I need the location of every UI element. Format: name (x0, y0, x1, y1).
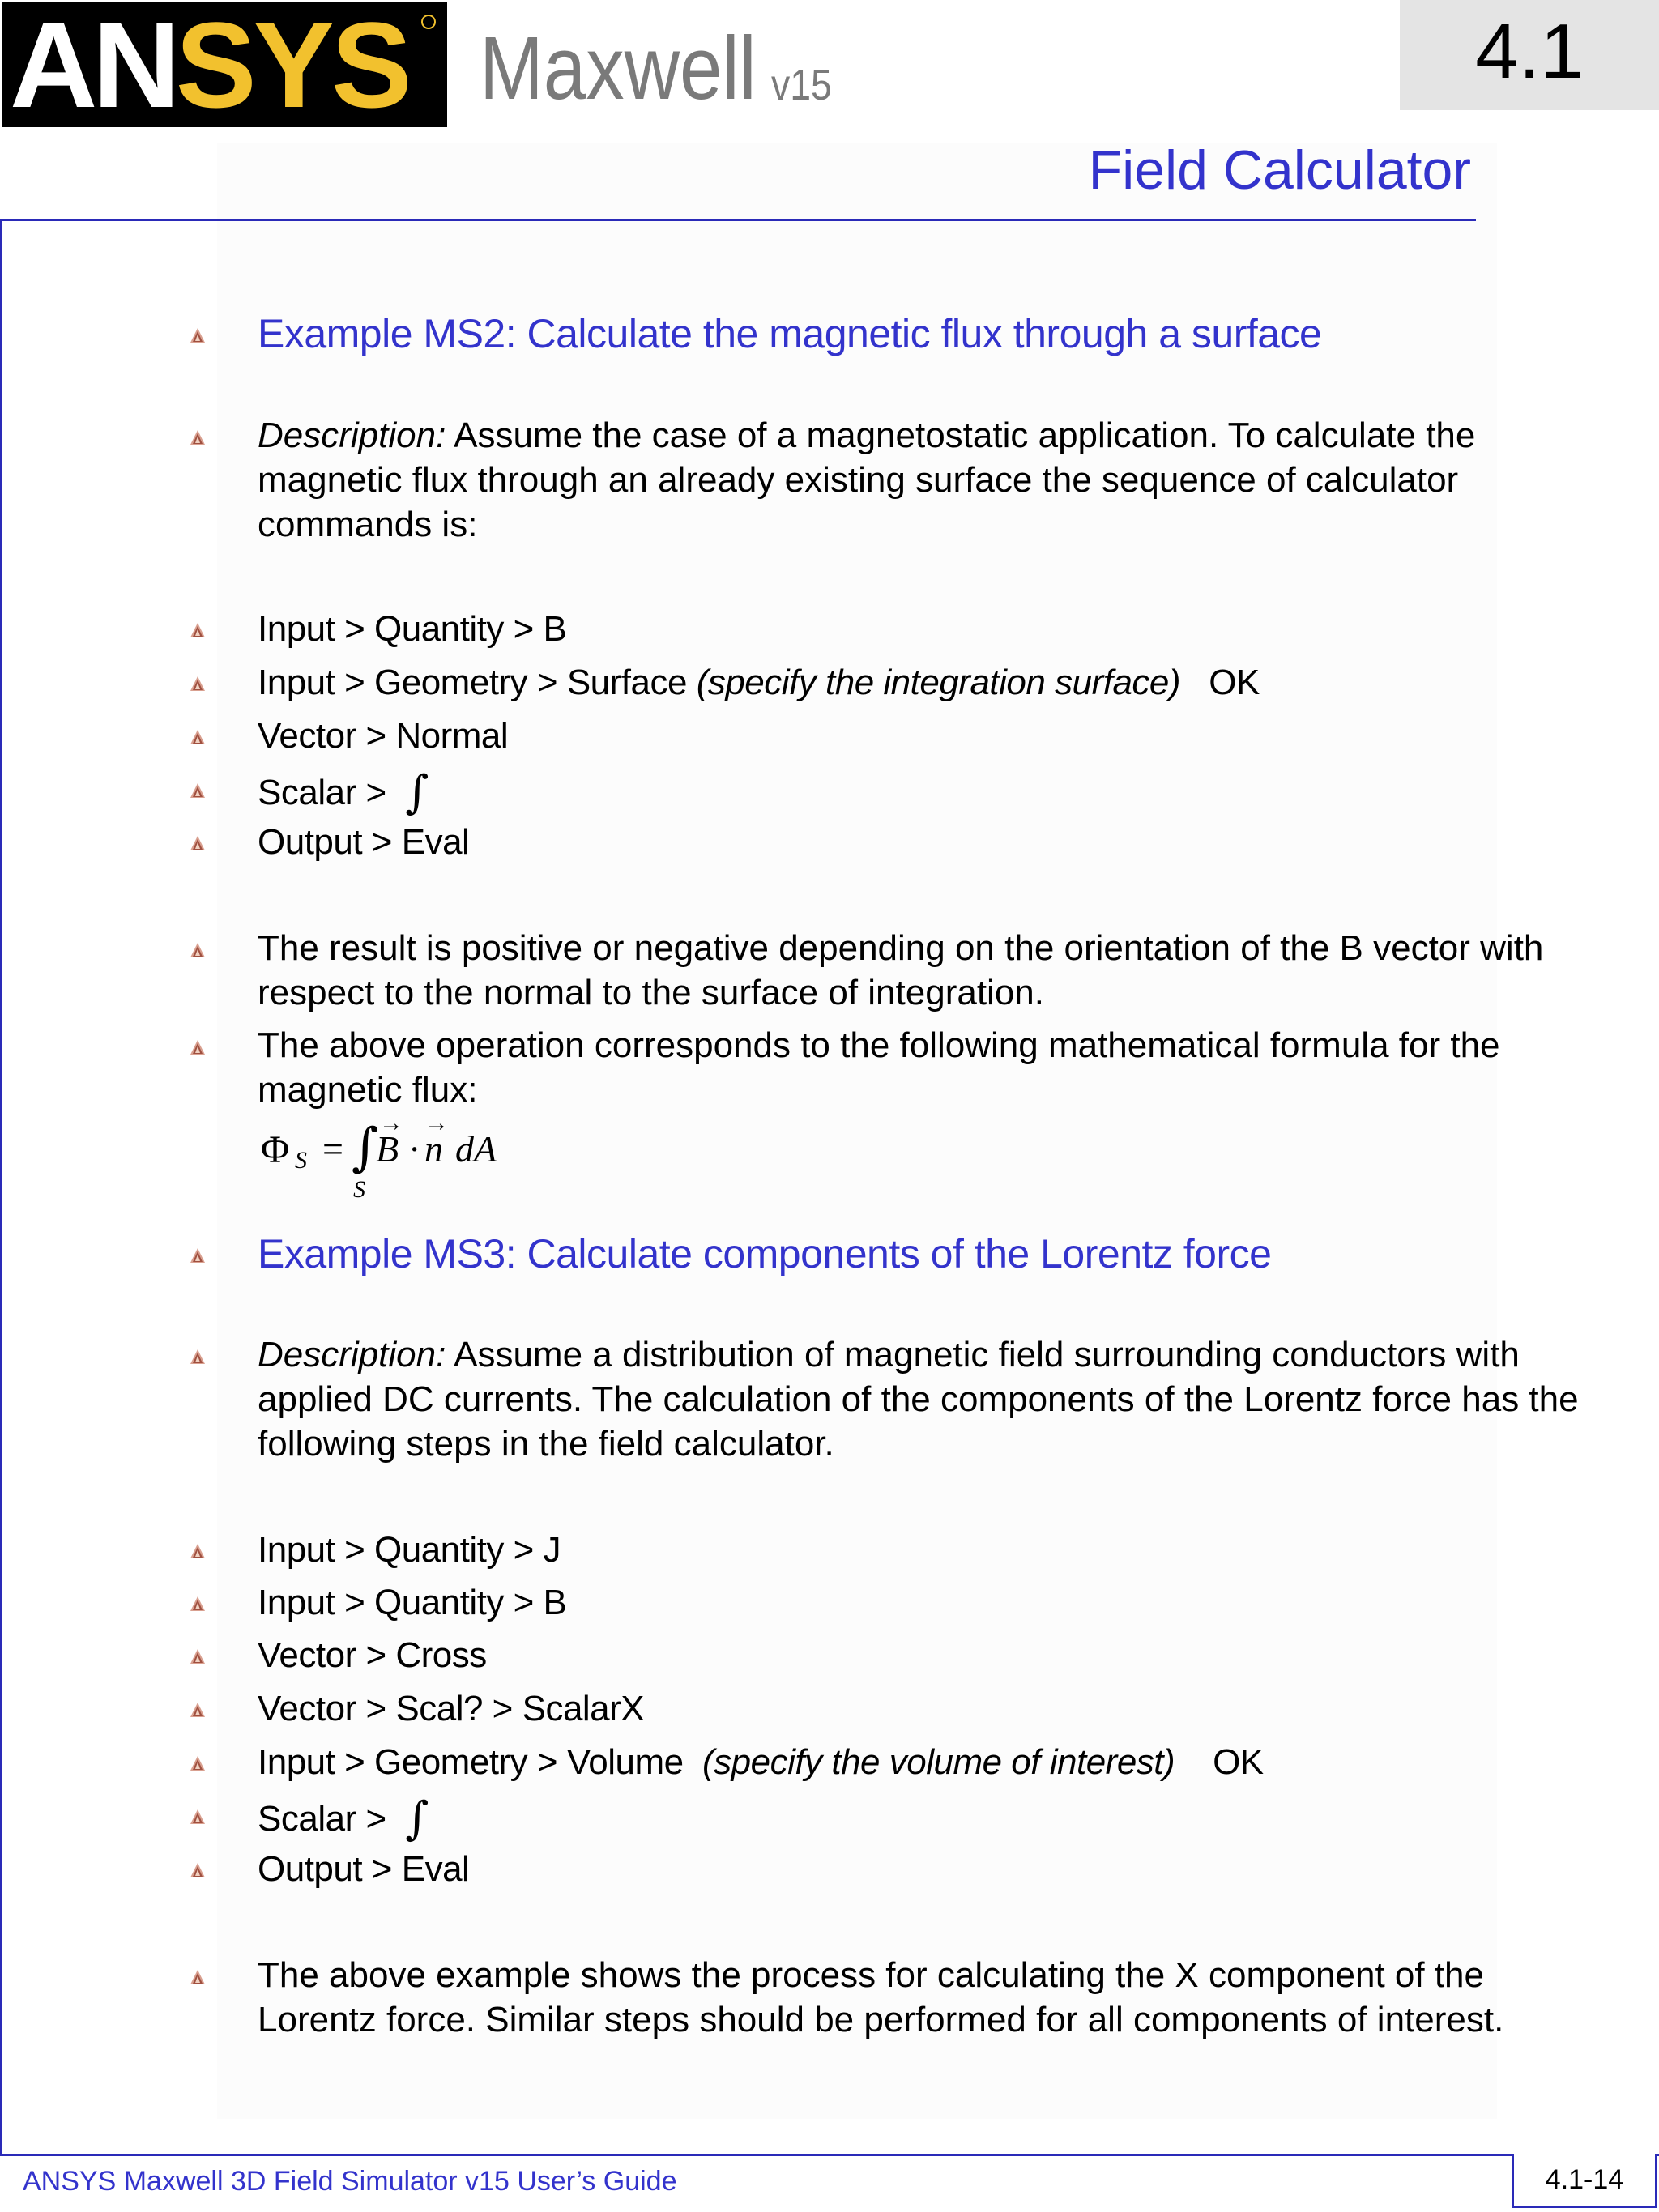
formula-phi: Φ (261, 1128, 290, 1171)
frame-left-rule (0, 219, 2, 2156)
ms2-step-2 (258, 660, 1586, 705)
bullet-icon (190, 1862, 206, 1878)
bullet-icon (190, 327, 206, 343)
bullet-icon (190, 1039, 206, 1055)
ms3-note-1: The above example shows the process for calculating the X component of the Lorentz force. Similar steps should be performed for all components of interest. (258, 1955, 1504, 2039)
bullet-icon (190, 729, 206, 745)
ms3-step-4: Vector > Scal? > ScalarX (258, 1689, 645, 1728)
ms3-step-3: Vector > Cross (258, 1635, 487, 1675)
product-name: Maxwell (480, 19, 757, 118)
step-ok: OK (1213, 1742, 1264, 1782)
bullet-icon (190, 835, 206, 851)
page-number-box (1512, 2154, 1657, 2208)
step-note: (specify the integration surface) (696, 663, 1181, 702)
ms2-description (258, 413, 1554, 547)
formula-n: n (424, 1128, 443, 1170)
description-label: Description: (258, 1335, 446, 1375)
ms2-step-4 (258, 766, 1586, 819)
frame-top-rule (0, 219, 1476, 221)
description-text: Assume a distribution of magnetic field surrounding conductors with applied DC currents. The calculation of the components of the Lorentz force has the following steps in the field calculator. (258, 1335, 1579, 1464)
integral-symbol: ∫ (405, 766, 429, 819)
ms2-heading: Example MS2: Calculate the magnetic flux through a surface (258, 311, 1322, 356)
product-version: v15 (771, 61, 832, 109)
step-ok: OK (1209, 663, 1260, 702)
bullet-icon (190, 1969, 206, 1985)
bullet-icon (190, 1596, 206, 1612)
formula-dot: · (408, 1128, 421, 1170)
ms3-step-5 (258, 1740, 1586, 1784)
formula-lower-limit: S (353, 1176, 365, 1203)
ms2-step-5: Output > Eval (258, 822, 470, 862)
description-text: Assume the case of a magnetostatic application. To calculate the magnetic flux through an already existing surface the sequence of calculator commands is: (258, 416, 1476, 544)
ms2-note-1: The result is positive or negative depending on the orientation of the B vector with respect to the normal to the surface of integration. (258, 928, 1544, 1012)
step-command: Scalar > (258, 773, 386, 812)
vector-arrow-icon: → (379, 1110, 403, 1136)
bullet-icon (190, 429, 206, 445)
bullet-icon (190, 1755, 206, 1771)
chapter-number-box (1400, 0, 1659, 110)
ms3-description (258, 1332, 1586, 1466)
bullet-icon (190, 942, 206, 958)
bullet-icon (190, 1543, 206, 1559)
bullet-icon (190, 1702, 206, 1718)
ms3-step-1: Input > Quantity > J (258, 1530, 561, 1570)
vector-arrow-icon: → (424, 1110, 449, 1136)
chapter-number: 4.1 (1475, 8, 1584, 95)
ms3-step-2: Input > Quantity > B (258, 1583, 567, 1622)
bullet-icon (190, 1349, 206, 1365)
logo-text-left: AN (10, 2, 176, 127)
formula-da: dA (455, 1128, 497, 1170)
ms3-heading: Example MS3: Calculate components of the Lorentz force (258, 1231, 1272, 1276)
ansys-logo (2, 2, 447, 127)
bullet-icon (190, 1247, 206, 1264)
bullet-icon (190, 622, 206, 638)
description-label: Description: (258, 416, 446, 455)
ms3-step-7: Output > Eval (258, 1849, 470, 1889)
section-title: Field Calculator (1088, 139, 1471, 201)
formula-equals: = (322, 1128, 343, 1170)
step-note: (specify the volume of interest) (702, 1742, 1175, 1782)
bullet-icon (190, 676, 206, 692)
logo-text-right: SYS (175, 2, 409, 127)
formula-b: B (376, 1128, 399, 1170)
bullet-icon (190, 1648, 206, 1664)
ms2-note-2: The above operation corresponds to the following mathematical formula for the magnetic flux: (258, 1025, 1500, 1110)
ms2-step-1: Input > Quantity > B (258, 609, 567, 649)
footer-guide-title: ANSYS Maxwell 3D Field Simulator v15 User’s Guide (23, 2166, 677, 2197)
frame-bottom-rule (0, 2154, 1659, 2156)
bullet-icon (190, 1809, 206, 1825)
bullet-icon (190, 782, 206, 799)
ms3-step-6 (258, 1792, 1586, 1845)
formula-subscript: S (295, 1147, 307, 1174)
integral-symbol: ∫ (405, 1792, 429, 1845)
formula-integral: ∫ (352, 1118, 379, 1178)
registered-mark-icon (421, 15, 436, 29)
step-command: Input > Geometry > Volume (258, 1742, 684, 1782)
step-command: Input > Geometry > Surface (258, 663, 687, 702)
page-number: 4.1-14 (1545, 2163, 1624, 2195)
ms2-step-3: Vector > Normal (258, 716, 509, 756)
step-command: Scalar > (258, 1799, 386, 1839)
